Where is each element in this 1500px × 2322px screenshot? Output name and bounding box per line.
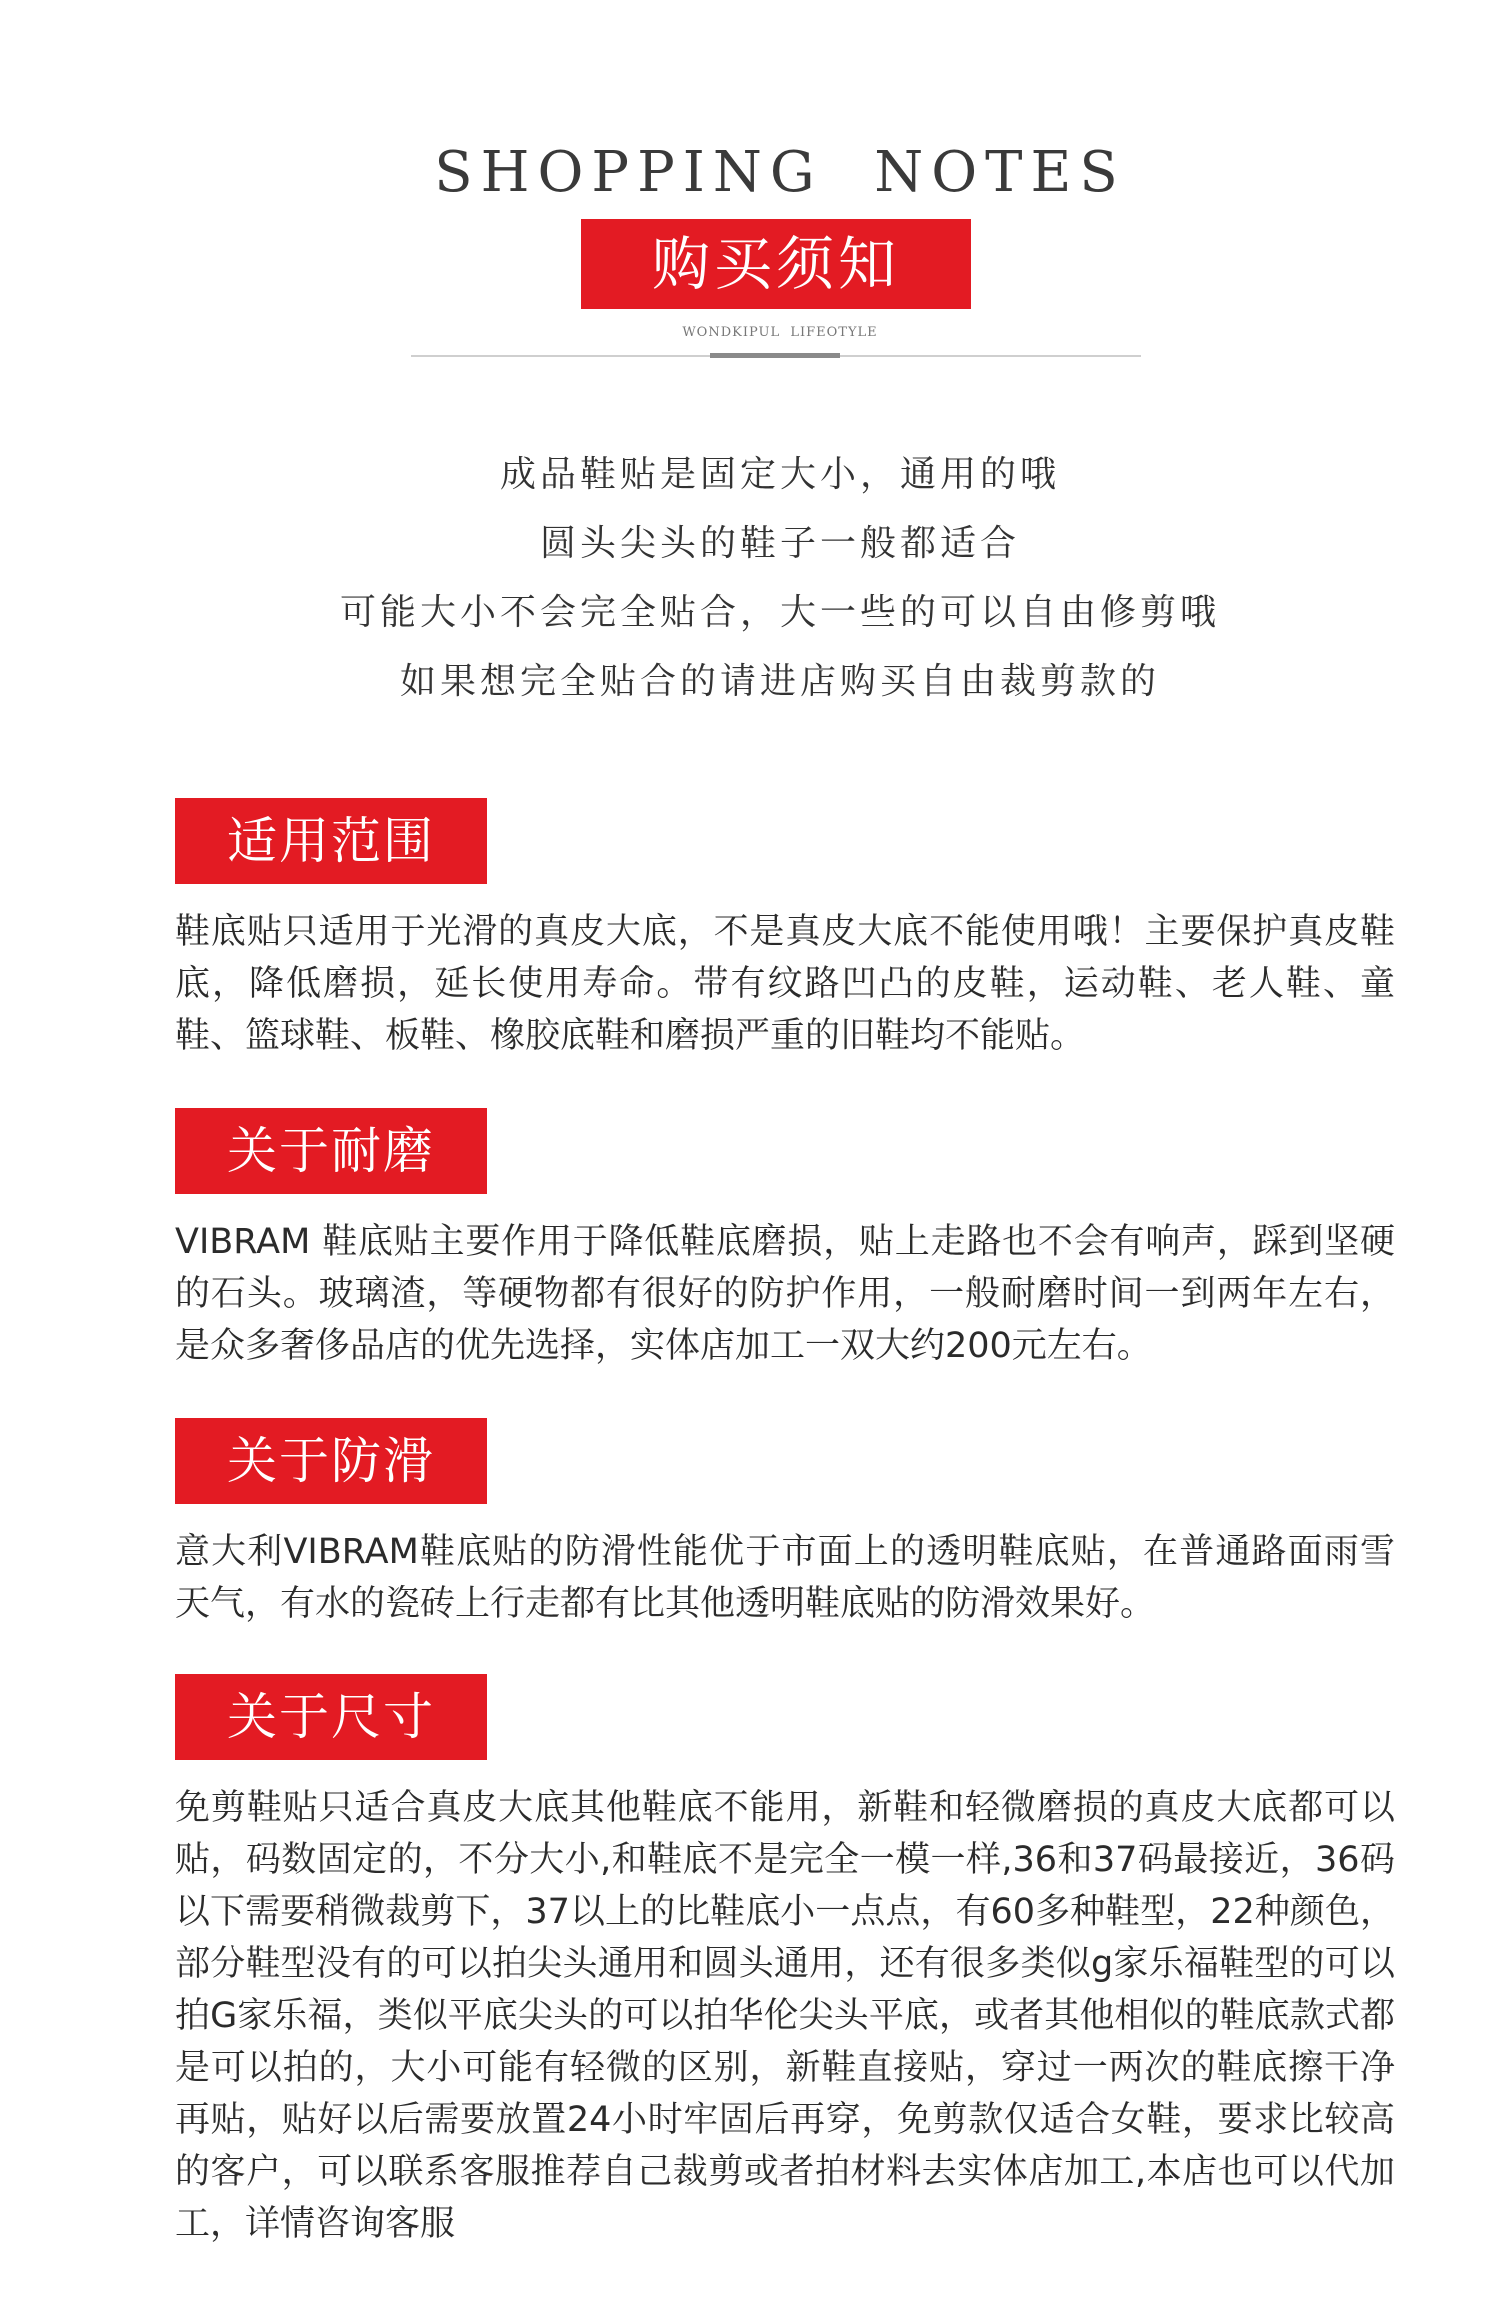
section-label-anti-slip: 关于防滑 bbox=[175, 1418, 487, 1504]
section-label-size: 关于尺寸 bbox=[175, 1674, 487, 1760]
page-subtitle: WONDKIPUL LIFEOTYLE bbox=[682, 325, 878, 340]
header-divider-accent bbox=[710, 353, 840, 358]
section-label-scope: 适用范围 bbox=[175, 798, 487, 884]
section-text-wear: VIBRAM 鞋底贴主要作用于降低鞋底磨损，贴上走路也不会有响声，踩到坚硬的石头。玻璃渣，等硬物都有很好的防护作用，一般耐磨时间一到两年左右，是众多奢侈品店的优先选择，实体店加工一双大约200元左右。 bbox=[175, 1222, 1395, 1366]
section-text-anti-slip: 意大利VIBRAM鞋底贴的防滑性能优于市面上的透明鞋底贴，在普通路面雨雪天气，有水的瓷砖上行走都有比其他透明鞋底贴的防滑效果好。 bbox=[175, 1532, 1395, 1624]
page-title-english: SHOPPING NOTES bbox=[434, 140, 1126, 205]
section-text-size: 免剪鞋贴只适合真皮大底其他鞋底不能用，新鞋和轻微磨损的真皮大底都可以贴，码数固定的，不分大小,和鞋底不是完全一模一样,36和37码最接近，36码以下需要稍微裁剪下，37以上的比鞋底小一点点，有60多种鞋型，22种颜色，部分鞋型没有的可以拍尖头通用和圆头通用，还有很多类似g家乐福鞋型的可以拍G家乐福，类似平底尖头的可以拍华伦尖头平底，或者其他相似的鞋底款式都是可以拍的，大小可能有轻微的区别，新鞋直接贴，穿过一两次的鞋底擦干净再贴，贴好以后需要放置24小时牢固后再穿，免剪款仅适合女鞋，要求比较高的客户，可以联系客服推荐自己裁剪或者拍材料去实体店加工,本店也可以代加工，详情咨询客服 bbox=[175, 1788, 1395, 2244]
section-text-scope: 鞋底贴只适用于光滑的真皮大底，不是真皮大底不能使用哦！主要保护真皮鞋底，降低磨损，延长使用寿命。带有纹路凹凸的皮鞋，运动鞋、老人鞋、童鞋、篮球鞋、板鞋、橡胶底鞋和磨损严重的旧鞋均不能贴。 bbox=[175, 912, 1395, 1056]
intro-block bbox=[0, 440, 1500, 716]
intro-line: 可能大小不会完全贴合，大一些的可以自由修剪哦 bbox=[339, 592, 1220, 633]
page-title-banner: 购买须知 bbox=[581, 219, 971, 309]
section-label-wear: 关于耐磨 bbox=[175, 1108, 487, 1194]
intro-line: 成品鞋贴是固定大小，通用的哦 bbox=[499, 454, 1060, 495]
intro-line: 如果想完全贴合的请进店购买自由裁剪款的 bbox=[399, 661, 1160, 702]
intro-line: 圆头尖头的鞋子一般都适合 bbox=[539, 523, 1020, 564]
